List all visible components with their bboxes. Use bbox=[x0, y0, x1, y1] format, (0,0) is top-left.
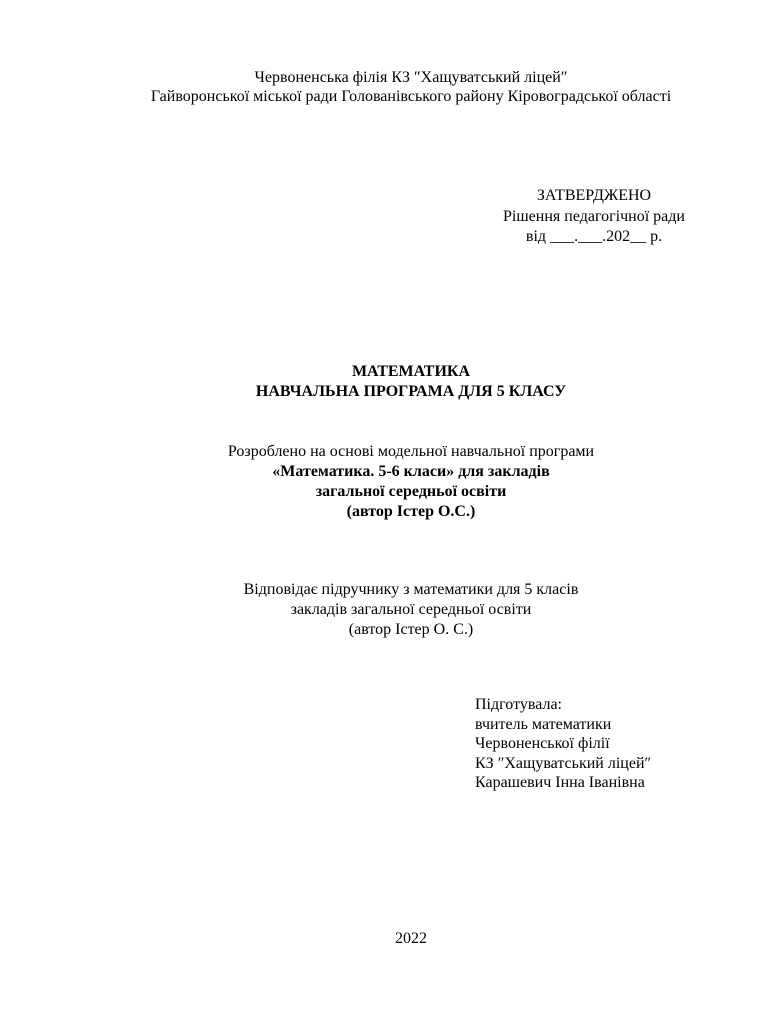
basis-line-3: загальної середньої освіти bbox=[315, 483, 507, 500]
prepared-by-block bbox=[475, 695, 651, 793]
textbook-line-2: закладів загальної середньої освіти bbox=[290, 601, 532, 618]
prepared-name: Карашевич Інна Іванівна bbox=[475, 774, 645, 791]
prepared-label: Підготувала: bbox=[475, 696, 562, 713]
prepared-position: вчитель математики bbox=[475, 715, 612, 733]
basis-line-1: Розроблено на основі модельної навчальної програми bbox=[227, 443, 595, 460]
approval-block bbox=[490, 186, 698, 248]
subject-title: МАТЕМАТИКА bbox=[351, 363, 471, 380]
textbook-author: (автор Істер О. С.) bbox=[348, 621, 474, 638]
textbook-line-1: Відповідає підручнику з математики для 5 класів bbox=[243, 581, 579, 598]
textbook-block bbox=[0, 580, 768, 640]
approval-title: ЗАТВЕРДЖЕНО bbox=[536, 187, 652, 204]
institution-name: Червоненська філія КЗ ″Хащуватський ліцей″ bbox=[254, 69, 568, 86]
program-title bbox=[0, 362, 768, 402]
approval-body: Рішення педагогічної ради bbox=[503, 207, 685, 225]
prepared-institution: КЗ ″Хащуватський ліцей″ bbox=[475, 754, 652, 772]
institution-header bbox=[0, 69, 768, 106]
prepared-branch: Червоненської філії bbox=[475, 735, 610, 752]
document-year: 2022 bbox=[395, 930, 427, 947]
basis-author: (автор Істер О.С.) bbox=[346, 503, 476, 520]
basis-block bbox=[0, 442, 768, 522]
basis-line-2: «Математика. 5-6 класи» для закладів bbox=[272, 463, 550, 480]
approval-date: від ___.___.202__ р. bbox=[525, 228, 663, 245]
program-subtitle: НАВЧАЛЬНА ПРОГРАМА ДЛЯ 5 КЛАСУ bbox=[255, 383, 567, 400]
institution-affiliation: Гайворонської міської ради Голованівського району Кіровоградської області bbox=[150, 87, 672, 105]
